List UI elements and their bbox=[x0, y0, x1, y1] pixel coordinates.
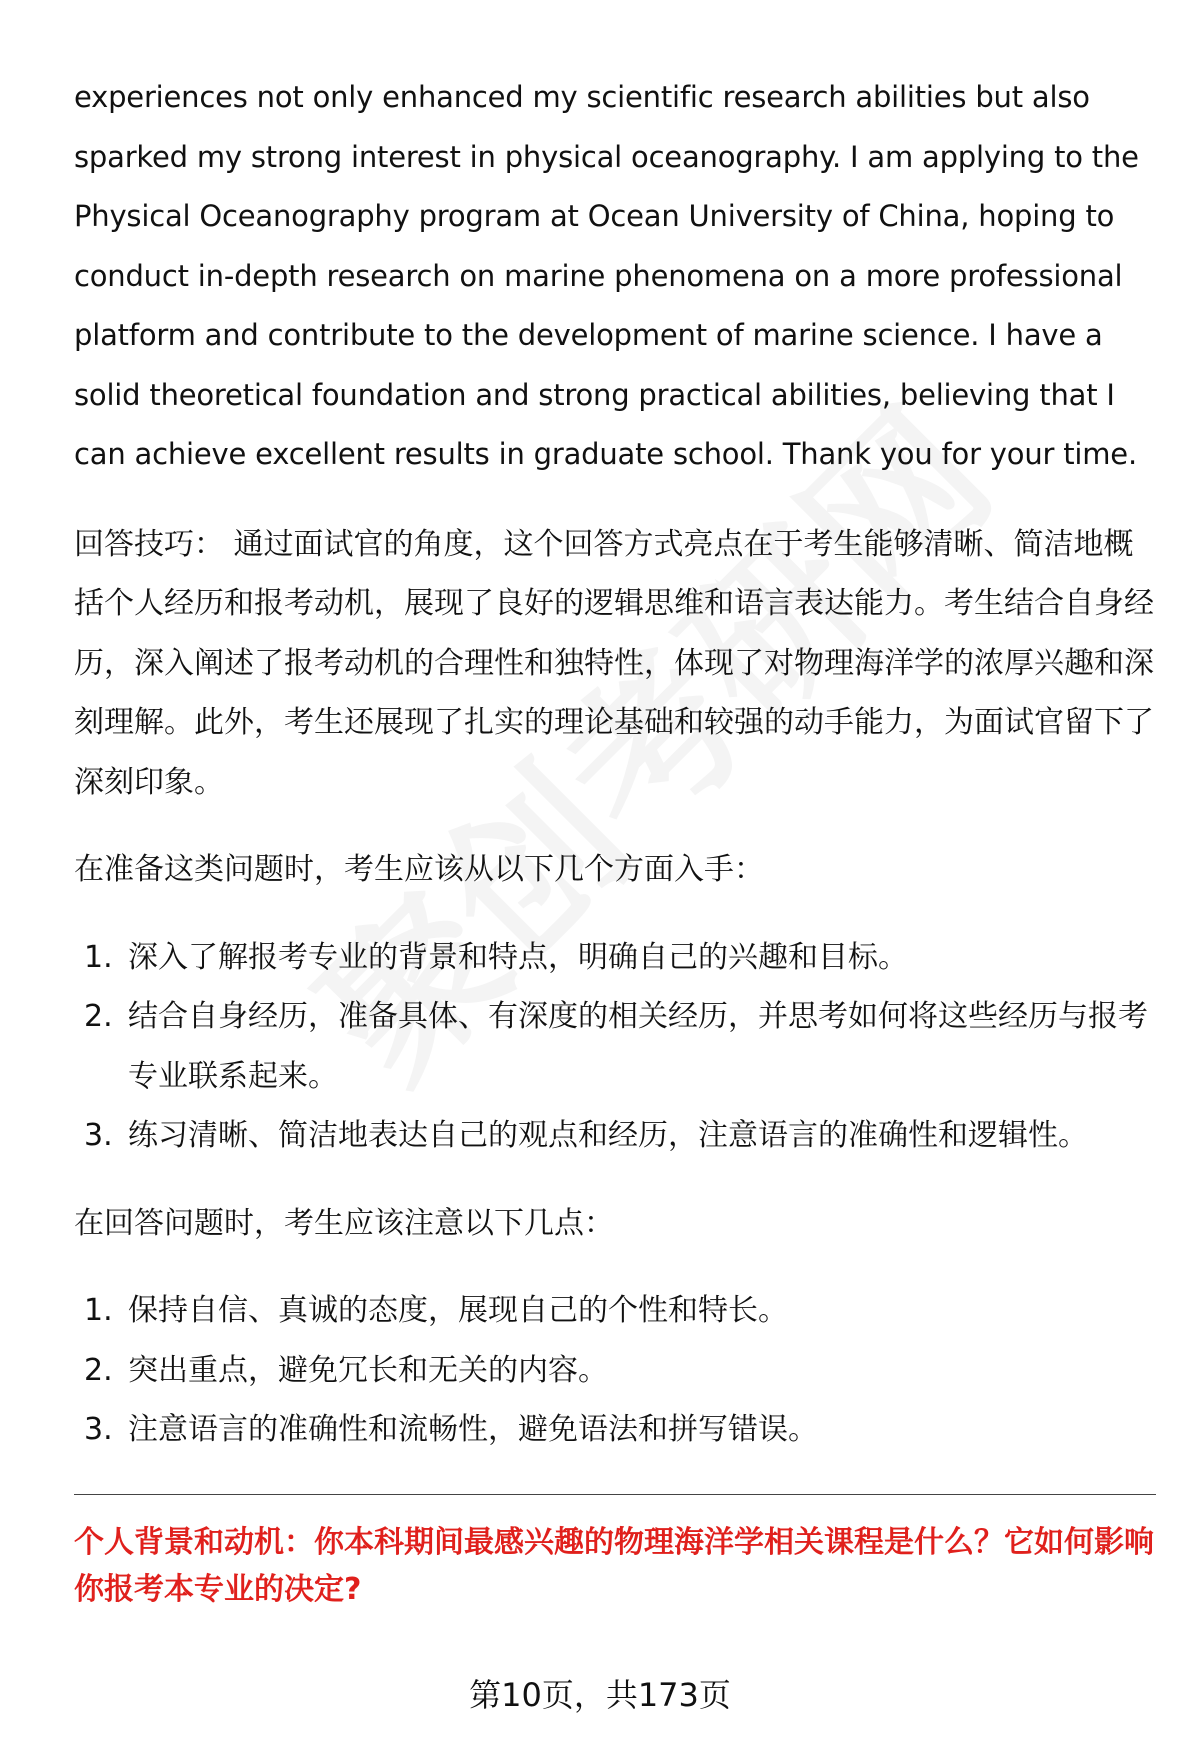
section-divider bbox=[74, 1494, 1156, 1495]
list-text: 结合自身经历，准备具体、有深度的相关经历，并思考如何将这些经历与报考专业联系起来。 bbox=[128, 999, 1148, 1094]
answer-list bbox=[74, 1281, 1156, 1460]
list-number: 1. bbox=[84, 1293, 113, 1328]
prep-list bbox=[74, 928, 1156, 1166]
page-footer: 第10页，共173页 bbox=[469, 1676, 731, 1714]
list-item bbox=[74, 1281, 1156, 1341]
list-number: 1. bbox=[84, 939, 113, 975]
list-text: 突出重点，避免冗长和无关的内容。 bbox=[128, 1352, 608, 1388]
list-text: 注意语言的准确性和流畅性，避免语法和拼写错误。 bbox=[128, 1412, 818, 1447]
list-number: 2. bbox=[84, 999, 113, 1034]
next-question-heading: 个人背景和动机：你本科期间最感兴趣的物理海洋学相关课程是什么？它如何影响你报考本专业的决定? bbox=[74, 1524, 1154, 1607]
list-number: 2. bbox=[84, 1352, 113, 1388]
list-item bbox=[74, 1400, 1156, 1460]
prep-heading: 在准备这类问题时，考生应该从以下几个方面入手： bbox=[74, 852, 764, 887]
list-item bbox=[74, 1341, 1156, 1401]
document-page bbox=[74, 68, 1156, 1613]
list-number: 3. bbox=[84, 1412, 113, 1447]
intro-paragraph: experiences not only enhanced my scientific research abilities but also sparked my strong interest in physical oceanography. I am applying to the Physical Oceanography program at Ocean University of China, hoping to conduct in-depth research on marine phenomena on a more professional platform and contribute to the development of marine science. I have a solid theoretical foundation and strong practical abilities, believing that I can achieve excellent results in graduate school. Thank you for your time. bbox=[74, 80, 1139, 471]
list-item bbox=[74, 987, 1156, 1106]
list-item bbox=[74, 1106, 1156, 1166]
list-text: 深入了解报考专业的背景和特点，明确自己的兴趣和目标。 bbox=[128, 939, 908, 975]
list-text: 保持自信、真诚的态度，展现自己的个性和特长。 bbox=[128, 1293, 788, 1328]
tips-paragraph: 回答技巧： 通过面试官的角度，这个回答方式亮点在于考生能够清晰、简洁地概括个人经历和报考动机，展现了良好的逻辑思维和语言表达能力。考生结合自身经历，深入阐述了报考动机的合理性和独特性，体现了对物理海洋学的浓厚兴趣和深刻理解。此外，考生还展现了扎实的理论基础和较强的动手能力，为面试官留下了深刻印象。 bbox=[74, 526, 1154, 800]
list-item bbox=[74, 928, 1156, 988]
list-number: 3. bbox=[84, 1118, 113, 1153]
list-text: 练习清晰、简洁地表达自己的观点和经历，注意语言的准确性和逻辑性。 bbox=[128, 1118, 1088, 1153]
answer-heading: 在回答问题时，考生应该注意以下几点： bbox=[74, 1205, 614, 1241]
